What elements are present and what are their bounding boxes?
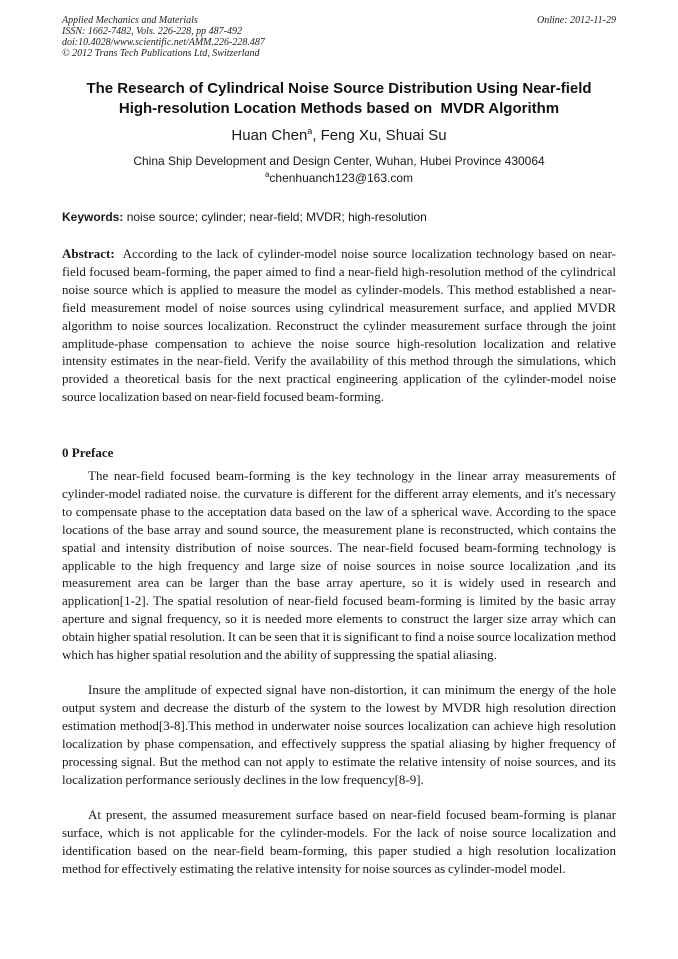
- online-date: Online: 2012-11-29: [537, 15, 616, 26]
- journal-header: [62, 15, 616, 59]
- keywords-line: [62, 209, 616, 225]
- journal-name: Applied Mechanics and Materials: [62, 15, 198, 26]
- keywords-text: noise source; cylinder; near-field; MVDR; high-resolution: [123, 210, 427, 224]
- affiliation-block: [40, 153, 638, 187]
- body-paragraph-2: Insure the amplitude of expected signal have non-distortion, it can minimum the energy of the hole output system and decrease the disturb of the system to the lowest by MVDR high resolution direction estimation method[3-8].This method in underwater noise sources localization can achieve high resolution localization by phase compensation, and effectively suppress the spatial aliasing by higher frequency of processing signal. But the method can not apply to estimate the relative intensity of noise sources, and its localization performance seriously declines in the low frequency[8-9].: [62, 682, 616, 787]
- abstract-paragraph: [62, 245, 619, 406]
- title-line-1: The Research of Cylindrical Noise Source Distribution Using Near-field: [86, 80, 592, 97]
- affiliation-institution: China Ship Development and Design Center, Wuhan, Hubei Province 430064: [133, 154, 545, 168]
- author-rest: , Feng Xu, Shuai Su: [312, 127, 447, 144]
- title-line-2: High-resolution Location Methods based on MVDR Algorithm: [118, 100, 560, 117]
- keywords-label: Keywords:: [62, 210, 124, 224]
- author-first: Huan Chen: [231, 127, 308, 144]
- body-paragraph-1: The near-field focused beam-forming is the key technology in the linear array measurements of cylinder-model radiated noise. the curvature is different for the different array elements, and it's necessary to compensate phase to the acceptation data based on the law of a spherical wave. According to the space locations of the base array and sound source, the measurement plane is reconstructed, which contains the spatial and intensity distribution of noise sources. The near-field focused beam-forming technology is applicable to the high frequency and large size of noise sources in noise source localization ,and its measurement area can be larger than the base array aperture, so it is widely used in research and application[1-2]. The spatial resolution of near-field focused beam-forming is limited by the basic array aperture and signal frequency, so it is needed more elements to construct the larger size array which can obtain higher spatial resolution. It can be seen that it is significant to find a noise source localization method which has higher spatial resolution and the ability of suppressing the spatial aliasing.: [62, 468, 616, 663]
- abstract-label: Abstract:: [62, 246, 115, 261]
- paper-title: [40, 79, 638, 119]
- email-mark: a: [264, 170, 270, 179]
- body-paragraph-3: At present, the assumed measurement surface based on near-field focused beam-forming is planar surface, which is not applicable for the cylinder-models. For the lack of noise source localization and identification based on the near-field beam-forming, this paper studied a high resolution localization method for effectively estimating the relative intensity for noise sources as cylinder-model model.: [62, 807, 616, 876]
- issn-line: ISSN: 1662-7482, Vols. 226-228, pp 487-492: [62, 26, 242, 37]
- author-email[interactable]: chenhuanch123@163.com: [269, 171, 414, 185]
- affiliation-email-line: [40, 170, 638, 187]
- section-heading: 0 Preface: [62, 445, 114, 460]
- doi-line: doi:10.4028/www.scientific.net/AMM.226-228.487: [62, 37, 265, 48]
- abstract-text: According to the lack of cylinder-model noise source localization technology based on near-field focused beam-forming, the paper aimed to find a near-field high-resolution method of the cylindrical noise source which is applied to measure the model as cylinder-models. This method established a near-field measurement model of noise sources using cylindrical measurement surface, and applied MVDR algorithm to noise sources localization. Reconstruct the cylinder measurement surface through the joint amplitude-phase compensation to achieve the noise source high-resolution localization and relative intensity estimates in the near-field. Verify the availability of this method through the simulations, which provided a theoretical basis for the next practical engineering application of the cylinder-model noise source localization based on near-field focused beam-forming.: [62, 246, 619, 405]
- author-list: [40, 127, 638, 145]
- author-affiliation-mark: a: [307, 126, 313, 136]
- copyright-line: © 2012 Trans Tech Publications Ltd, Switzerland: [62, 48, 260, 59]
